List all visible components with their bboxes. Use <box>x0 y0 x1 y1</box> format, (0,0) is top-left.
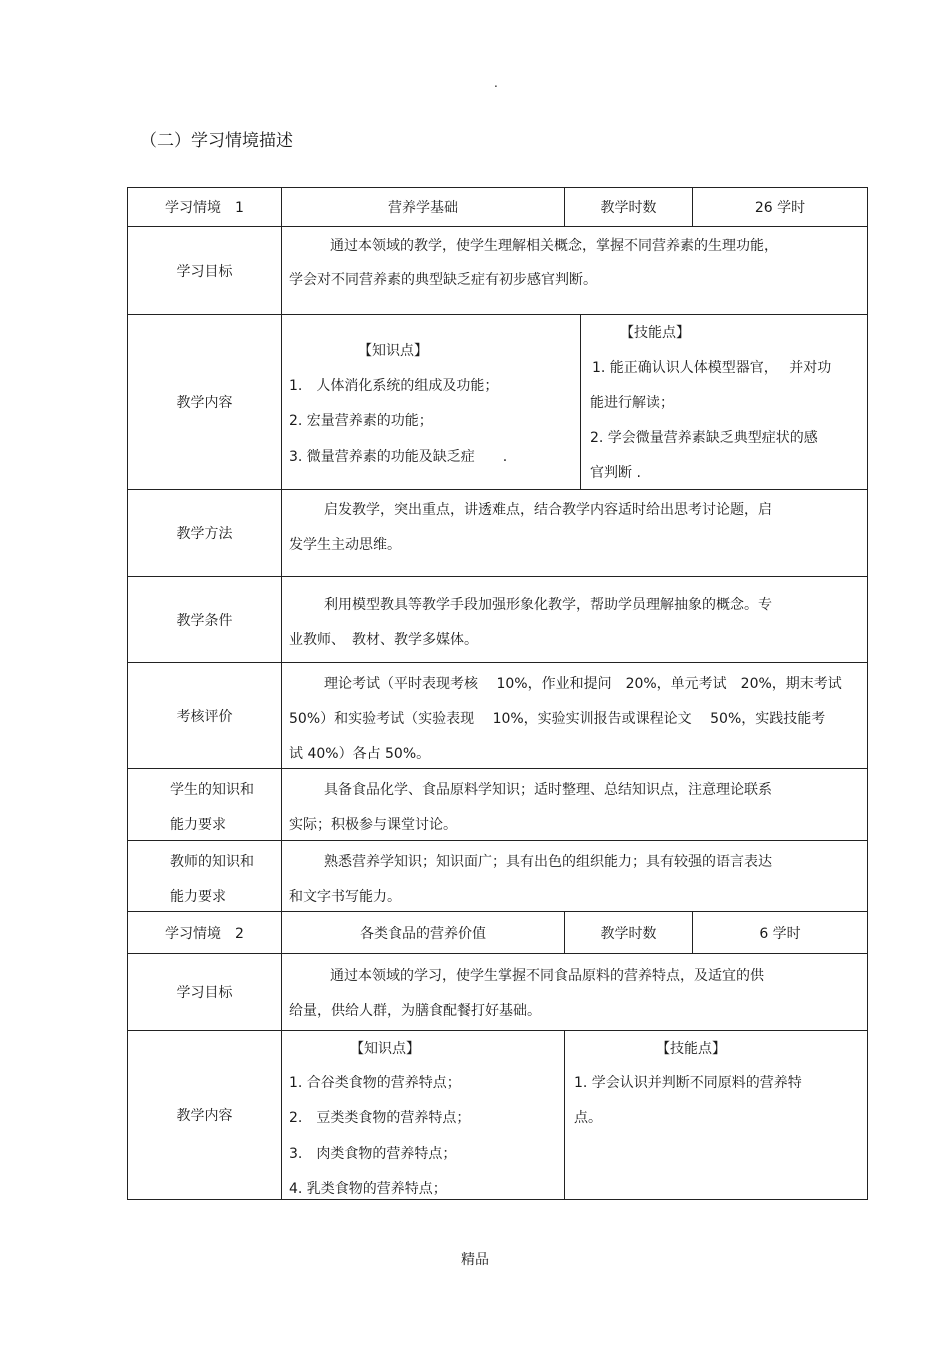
situation2-content-label: 教学内容 <box>176 1108 233 1124</box>
situation2-skills-line: 点。 <box>574 1110 602 1126</box>
situation2-title: 各类食品的营养价值 <box>360 925 486 942</box>
situation1-condition-line: 业教师、 教材、教学多媒体。 <box>289 632 478 648</box>
footer-text: 精品 <box>461 1252 489 1268</box>
situation2-goal-line: 给量，供给人群，为膳食配餐打好基础。 <box>289 1003 541 1019</box>
situation1-skills-line: 能进行解读； <box>590 395 674 411</box>
situation1-name: 学习情境 1 <box>165 200 244 216</box>
table-line <box>281 187 282 1200</box>
situation1-title: 营养学基础 <box>388 200 458 216</box>
situation1-assessment-line: 试 40%）各占 50%。 <box>289 746 431 762</box>
student-req-label-line: 能力要求 <box>170 817 226 833</box>
student-req-line: 具备食品化学、食品原料学知识；适时整理、总结知识点，注意理论联系 <box>324 782 772 798</box>
situation1-hours: 26 学时 <box>754 200 806 216</box>
student-req-line: 实际；积极参与课堂讨论。 <box>289 817 457 833</box>
situation1-content-label: 教学内容 <box>176 395 233 411</box>
situation2-name: 学习情境 2 <box>165 925 244 942</box>
teacher-req-line: 和文字书写能力。 <box>289 889 401 905</box>
situation2-skills-line: 1. 学会认识并判断不同原料的营养特 <box>574 1075 802 1091</box>
situation1-assessment-label: 考核评价 <box>176 708 233 725</box>
teacher-req-label-line: 教师的知识和 <box>170 854 254 870</box>
situation1-goal-line: 学会对不同营养素的典型缺乏症有初步感官判断。 <box>289 272 597 288</box>
situation2-goal-line: 通过本领域的学习，使学生掌握不同食品原料的营养特点，及适宜的供 <box>330 968 764 984</box>
situation1-goal-label: 学习目标 <box>176 263 233 280</box>
situation2-hours: 6 学时 <box>759 925 801 942</box>
table-line <box>127 1199 868 1200</box>
situation1-knowledge-item: 3. 微量营养素的功能及缺乏症 . <box>289 449 508 465</box>
situation1-condition-line: 利用模型教具等教学手段加强形象化教学，帮助学员理解抽象的概念。专 <box>324 597 772 613</box>
situation1-knowledge-item: 1. 人体消化系统的组成及功能； <box>289 378 499 394</box>
situation1-method-line: 发学生主动思维。 <box>289 537 401 553</box>
situation1-goal-line: 通过本领域的教学，使学生理解相关概念，掌握不同营养素的生理功能， <box>330 238 778 254</box>
situation1-knowledge-item: 2. 宏量营养素的功能； <box>289 413 433 429</box>
header-dot: . <box>494 76 498 90</box>
situation1-skills-title: 【技能点】 <box>620 325 690 341</box>
section-title: （二）学习情境描述 <box>140 131 293 151</box>
student-req-label-line: 学生的知识和 <box>170 782 254 798</box>
situation1-method-label: 教学方法 <box>176 526 233 542</box>
situation1-condition-label: 教学条件 <box>176 612 233 629</box>
situation1-assessment-line: 理论考试（平时表现考核 10%，作业和提问 20%，单元考试 20%，期末考试 <box>324 676 842 692</box>
situation2-skills-title: 【技能点】 <box>656 1041 726 1057</box>
situation1-knowledge-title: 【知识点】 <box>358 343 428 359</box>
situation1-method-line: 启发教学，突出重点，讲透难点，结合教学内容适时给出思考讨论题，启 <box>324 502 772 518</box>
situation1-skills-line: 2. 学会微量营养素缺乏典型症状的感 <box>590 430 818 446</box>
situation1-skills-line: 官判断 . <box>590 465 641 481</box>
situation2-knowledge-item: 4. 乳类食物的营养特点； <box>289 1181 447 1197</box>
teacher-req-label-line: 能力要求 <box>170 889 226 905</box>
situation2-knowledge-item: 2. 豆类类食物的营养特点； <box>289 1110 471 1126</box>
table-line <box>580 314 581 489</box>
teacher-req-line: 熟悉营养学知识；知识面广；具有出色的组织能力；具有较强的语言表达 <box>324 854 772 870</box>
table-line <box>127 840 868 841</box>
situation1-assessment-line: 50%）和实验考试（实验表现 10%，实验实训报告或课程论文 50%，实践技能考 <box>289 711 826 727</box>
situation2-goal-label: 学习目标 <box>176 985 233 1001</box>
situation1-hours-label: 教学时数 <box>600 200 657 216</box>
situation1-skills-line: 1. 能正确认识人体模型器官， 并对功 <box>592 360 832 376</box>
situation2-knowledge-item: 1. 合谷类食物的营养特点； <box>289 1075 461 1091</box>
table-line <box>867 187 868 1200</box>
table-line <box>127 768 868 769</box>
situation2-knowledge-title: 【知识点】 <box>350 1041 420 1057</box>
situation2-hours-label: 教学时数 <box>600 925 657 942</box>
situation2-knowledge-item: 3. 肉类食物的营养特点； <box>289 1146 457 1162</box>
table-line <box>564 1030 565 1199</box>
